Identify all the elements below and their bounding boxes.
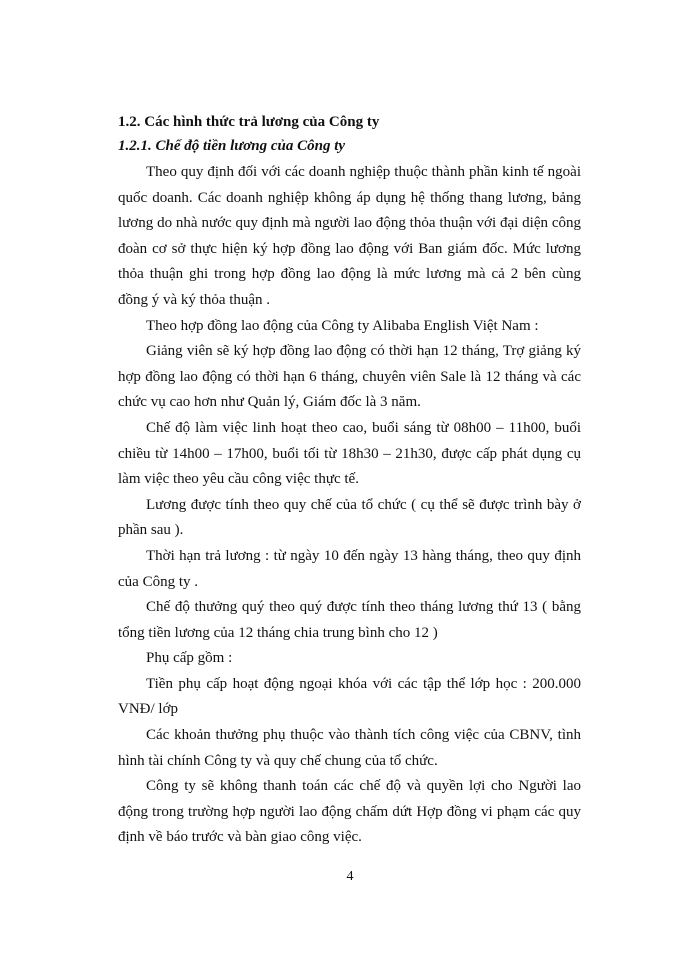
paragraph-contract-termination: Công ty sẽ không thanh toán các chế độ và quyền lợi cho Người lao động trong trường hợp người lao động chấm dứt Hợp đồng vi phạm các quy định về báo trước và bàn giao công việc. <box>118 778 581 846</box>
page-content <box>118 112 581 851</box>
paragraph-salary-agreement: Theo quy định đối với các doanh nghiệp thuộc thành phần kinh tế ngoài quốc doanh. Các doanh nghiệp không áp dụng hệ thống thang lương, bảng lương do nhà nước quy định mà người lao động thỏa thuận với đại diện công đoàn cơ sở thực hiện ký hợp đồng lao động với Ban giám đốc. Mức lương thỏa thuận ghi trong hợp đồng lao động là mức lương mà cả 2 bên cùng đồng ý và ký thỏa thuận . <box>118 164 581 308</box>
paragraph-performance-bonus: Các khoản thưởng phụ thuộc vào thành tích công việc của CBNV, tình hình tài chính Công ty và quy chế chung của tổ chức. <box>118 727 581 769</box>
paragraph-payment-period: Thời hạn trả lương : từ ngày 10 đến ngày 13 hàng tháng, theo quy định của Công ty . <box>118 547 581 590</box>
paragraph-working-hours: Chế độ làm việc linh hoạt theo cao, buổi sáng từ 08h00 – 11h00, buổi chiều từ 14h00 – 17h00, buổi tối từ 18h30 – 21h30, được cấp phát dụng cụ làm việc theo yêu cầu công việc thực tế. <box>118 419 581 488</box>
paragraph-contract-terms: Giảng viên sẽ ký hợp đồng lao động có thời hạn 12 tháng, Trợ giảng ký hợp đồng lao động có thời hạn 6 tháng, chuyên viên Sale là 12 tháng và các chức vụ cao hơn như Quản lý, Giám đốc là 3 năm. <box>118 343 581 411</box>
paragraph-contract-intro: Theo hợp đồng lao động của Công ty Alibaba English Việt Nam : <box>146 317 539 334</box>
paragraph-extracurricular-allowance: Tiền phụ cấp hoạt động ngoại khóa với các tập thể lớp học : 200.000 VNĐ/ lớp <box>118 675 581 718</box>
page-number: 4 <box>346 869 354 884</box>
section-heading: 1.2. Các hình thức trả lương của Công ty <box>118 114 380 130</box>
paragraph-allowance-intro: Phụ cấp gồm : <box>146 650 233 667</box>
subsection-heading: 1.2.1. Chế độ tiền lương của Công ty <box>118 138 346 154</box>
paragraph-quarterly-bonus: Chế độ thưởng quý theo quý được tính theo tháng lương thứ 13 ( bằng tổng tiền lương của 12 tháng chia trung bình cho 12 ) <box>118 599 581 641</box>
paragraph-salary-calculation: Lương được tính theo quy chế của tổ chức ( cụ thể sẽ được trình bày ở phần sau ). <box>118 496 581 539</box>
